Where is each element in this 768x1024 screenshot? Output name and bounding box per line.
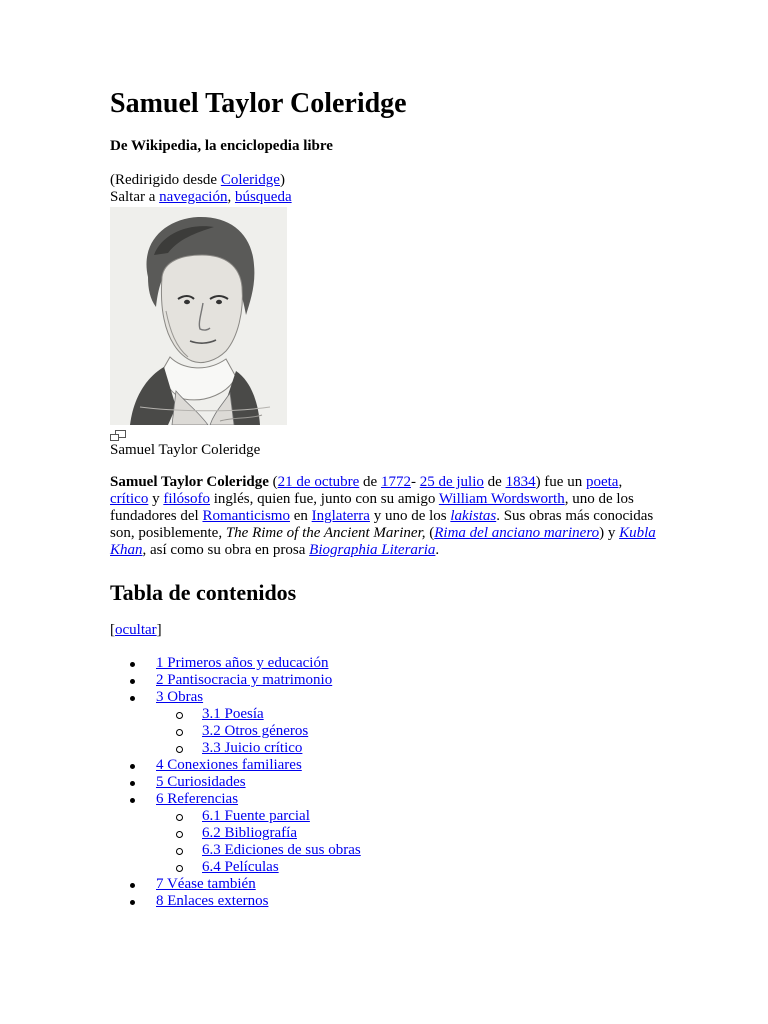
jump-links: Saltar a navegación, búsqueda bbox=[110, 189, 292, 205]
toc-link[interactable]: 6 Referencias bbox=[156, 791, 239, 807]
toc-item bbox=[110, 791, 510, 876]
toc-item bbox=[110, 672, 510, 689]
link-biographia[interactable]: Biographia Literaria bbox=[309, 542, 436, 558]
link-birth-year[interactable]: 1772 bbox=[380, 474, 411, 490]
toc-link[interactable]: 6.2 Bibliografía bbox=[202, 825, 297, 841]
toc-heading: Tabla de contenidos bbox=[110, 580, 297, 605]
link-inglaterra[interactable]: Inglaterra bbox=[311, 508, 370, 524]
toc-subitem bbox=[156, 706, 510, 723]
redirect-notice: (Redirigido desde Coleridge) bbox=[110, 172, 285, 188]
toc-hide-link[interactable]: ocultar bbox=[115, 622, 157, 638]
toc-toggle: [ocultar] bbox=[110, 622, 162, 638]
toc-sublist bbox=[156, 808, 510, 876]
link-critico[interactable]: crítico bbox=[110, 491, 149, 507]
intro-paragraph: Samuel Taylor Coleridge (21 de octubre de 1772- 25 de julio de 1834) fue un poeta, crítico y filósofo inglés, quien fue, junto con su amigo William Wordsworth, uno de los fundadores del Romanticismo en Inglaterra y uno de los lakistas. Sus obras más conocidas son, posiblemente, The Rime of the Ancient Mariner, (Rima del anciano marinero) y Kubla Khan, así como su obra en prosa Biographia Literaria. bbox=[110, 474, 656, 558]
toc-link[interactable]: 2 Pantisocracia y matrimonio bbox=[156, 672, 333, 688]
toc-subitem bbox=[156, 808, 510, 825]
toc-link[interactable]: 7 Véase también bbox=[156, 876, 256, 892]
toc-item bbox=[110, 893, 510, 910]
toc-link[interactable]: 3.1 Poesía bbox=[202, 706, 264, 722]
toc-link[interactable]: 5 Curiosidades bbox=[156, 774, 246, 790]
link-death-day[interactable]: 25 de julio bbox=[419, 474, 484, 490]
link-kubla-khan[interactable]: Kubla Khan bbox=[110, 525, 656, 558]
link-wordsworth[interactable]: William Wordsworth bbox=[438, 491, 565, 507]
toc-subitem bbox=[156, 859, 510, 876]
toc-item bbox=[110, 774, 510, 791]
link-rima[interactable]: Rima del anciano marinero bbox=[434, 525, 600, 541]
toc-item bbox=[110, 689, 510, 757]
redirect-source-link[interactable]: Coleridge bbox=[220, 172, 280, 188]
jump-navigation-link[interactable]: navegación bbox=[159, 189, 228, 205]
table-of-contents bbox=[110, 655, 510, 910]
site-tagline: De Wikipedia, la enciclopedia libre bbox=[110, 138, 333, 154]
link-filosofo[interactable]: filósofo bbox=[163, 491, 210, 507]
toc-link[interactable]: 4 Conexiones familiares bbox=[156, 757, 302, 773]
link-death-year[interactable]: 1834 bbox=[505, 474, 536, 490]
toc-item bbox=[110, 757, 510, 774]
link-birth-day[interactable]: 21 de octubre bbox=[277, 474, 360, 490]
toc-link[interactable]: 6.3 Ediciones de sus obras bbox=[202, 842, 361, 858]
image-caption: Samuel Taylor Coleridge bbox=[110, 442, 261, 458]
toc-subitem bbox=[156, 740, 510, 757]
subject-name: Samuel Taylor Coleridge bbox=[110, 474, 269, 490]
toc-subitem bbox=[156, 842, 510, 859]
enlarge-icon[interactable] bbox=[110, 430, 126, 442]
toc-link[interactable]: 6.4 Películas bbox=[202, 859, 279, 875]
toc-link[interactable]: 1 Primeros años y educación bbox=[156, 655, 329, 671]
link-poeta[interactable]: poeta bbox=[585, 474, 619, 490]
toc-link[interactable]: 3.3 Juicio crítico bbox=[202, 740, 303, 756]
work-title-rime: The Rime of the Ancient Mariner, bbox=[225, 525, 426, 541]
link-romanticismo[interactable]: Romanticismo bbox=[202, 508, 290, 524]
page-title: Samuel Taylor Coleridge bbox=[110, 88, 407, 119]
toc-subitem bbox=[156, 825, 510, 842]
toc-link[interactable]: 3.2 Otros géneros bbox=[202, 723, 309, 739]
toc-item bbox=[110, 876, 510, 893]
toc-link[interactable]: 8 Enlaces externos bbox=[156, 893, 269, 909]
jump-search-link[interactable]: búsqueda bbox=[234, 189, 292, 205]
toc-subitem bbox=[156, 723, 510, 740]
link-lakistas[interactable]: lakistas bbox=[450, 508, 497, 524]
toc-item bbox=[110, 655, 510, 672]
portrait-image[interactable] bbox=[110, 207, 287, 425]
toc-link[interactable]: 6.1 Fuente parcial bbox=[202, 808, 310, 824]
toc-sublist bbox=[156, 706, 510, 757]
toc-link[interactable]: 3 Obras bbox=[156, 689, 204, 705]
